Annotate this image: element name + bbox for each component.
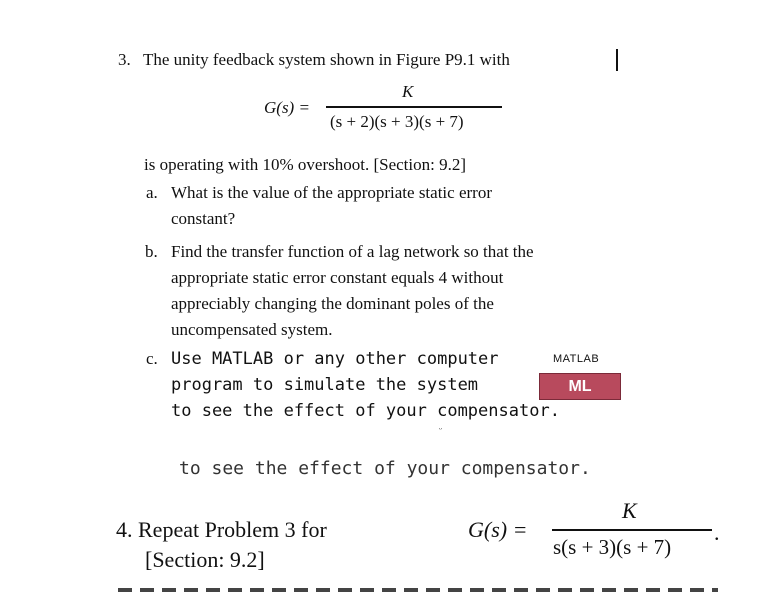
part-b-line-4: uncompensated system. — [171, 320, 333, 339]
part-c-line-1: Use MATLAB or any other computer — [171, 349, 499, 369]
problem-4-section: [Section: 9.2] — [145, 547, 265, 572]
part-c-line-3: to see the effect of your compensator. — [171, 401, 560, 421]
part-b-line-2: appropriate static error constant equals 4 without — [171, 268, 504, 287]
cut-off-next-line — [118, 588, 718, 592]
fraction-bar — [326, 106, 502, 108]
part-a-line-1: What is the value of the appropriate static error — [171, 183, 492, 202]
equation-denominator: (s + 2)(s + 3)(s + 7) — [330, 112, 464, 131]
text-cursor — [616, 49, 618, 71]
problem-3-number: 3. — [118, 50, 131, 69]
part-b-letter: b. — [145, 242, 158, 261]
part-c-line-2: program to simulate the system — [171, 375, 479, 395]
problem-4-eq-lhs: G(s) = — [468, 517, 528, 542]
part-a-line-2: constant? — [171, 209, 236, 228]
problem-3-intro: The unity feedback system shown in Figure P9.1 with — [143, 50, 510, 69]
part-b-line-3: appreciably changing the dominant poles of the — [171, 294, 494, 313]
problem-4-eq-numerator: K — [622, 498, 637, 523]
part-a-letter: a. — [146, 183, 158, 202]
part-b-line-1: Find the transfer function of a lag network so that the — [171, 242, 534, 261]
ml-badge: ML — [539, 373, 621, 400]
equation-lhs: G(s) = — [264, 98, 310, 117]
problem-4-text: 4. Repeat Problem 3 for — [116, 517, 327, 542]
part-c-letter: c. — [146, 349, 158, 368]
problem-4-eq-denominator: s(s + 3)(s + 7) — [553, 535, 672, 559]
stray-mark: ᵕ — [439, 424, 442, 435]
duplicate-compensator-line: to see the effect of your compensator. — [179, 458, 591, 479]
problem-4-fraction-bar — [552, 529, 712, 531]
equation-numerator: K — [402, 82, 414, 101]
problem-4-trailing-period: . — [714, 520, 720, 545]
matlab-tag: MATLAB — [553, 353, 600, 365]
problem-3-operating-line: is operating with 10% overshoot. [Section: 9.2] — [144, 155, 467, 174]
